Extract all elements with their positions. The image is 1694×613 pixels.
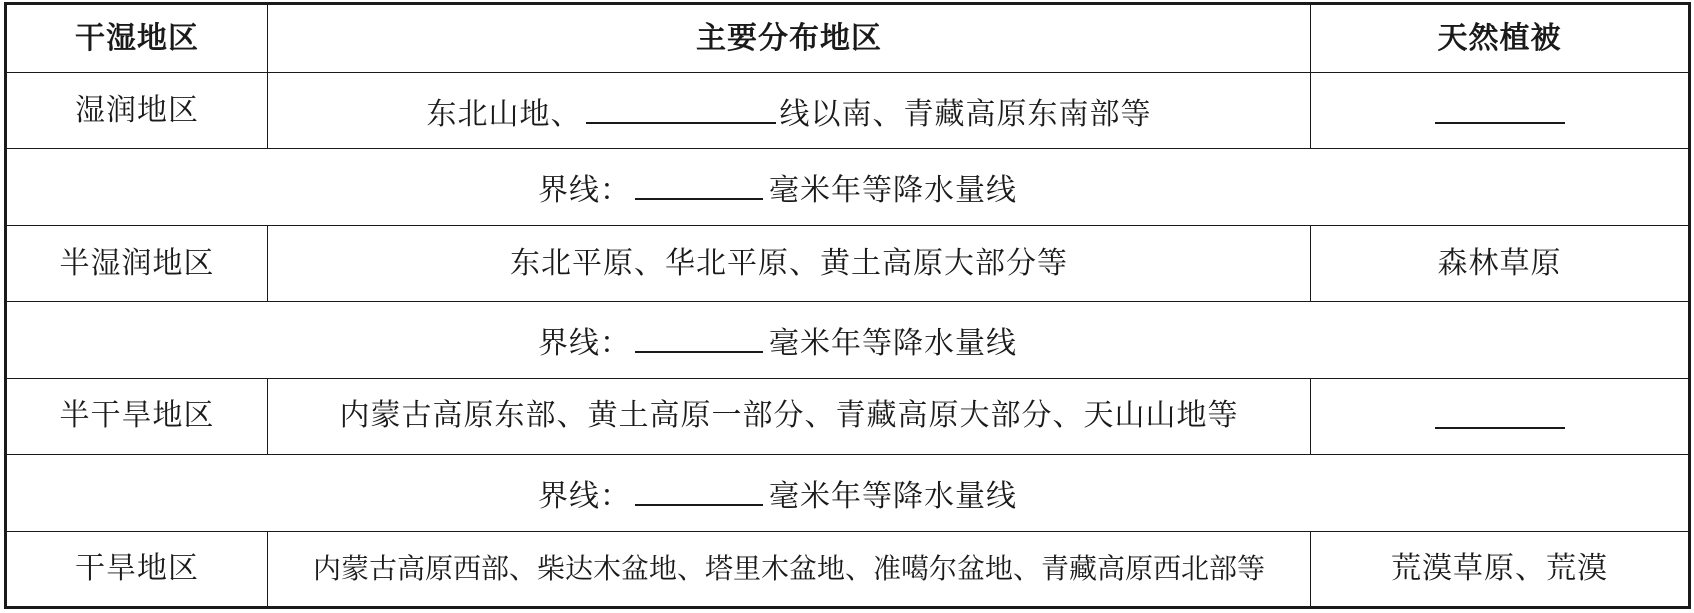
distribution-suffix: 线以南、青藏高原东南部等 (779, 96, 1152, 132)
boundary-label: 界线： (538, 325, 631, 361)
vegetation-cell (1311, 378, 1690, 454)
header-vegetation: 天然植被 (1311, 4, 1690, 73)
distribution-prefix: 东北山地、 (426, 96, 582, 132)
vegetation-cell: 森林草原 (1311, 225, 1690, 301)
fill-in-blank[interactable] (586, 92, 776, 124)
region-cell: 干旱地区 (6, 531, 268, 607)
region-cell: 半湿润地区 (6, 225, 268, 301)
precipitation-fill-in-blank[interactable] (635, 474, 763, 506)
distribution-cell (268, 73, 1311, 149)
table-boundary-row (6, 302, 1690, 378)
table-boundary-row (6, 149, 1690, 225)
vegetation-fill-in-blank[interactable] (1435, 397, 1565, 429)
table-row-humid (6, 73, 1690, 149)
precipitation-fill-in-blank[interactable] (635, 168, 763, 200)
boundary-cell (6, 149, 1690, 225)
vegetation-cell (1311, 73, 1690, 149)
boundary-cell (6, 455, 1690, 531)
boundary-cell (6, 302, 1690, 378)
dry-wet-regions-table-container (4, 2, 1688, 609)
precipitation-fill-in-blank[interactable] (635, 321, 763, 353)
table-row-semi-arid (6, 378, 1690, 454)
boundary-label: 界线： (538, 478, 631, 514)
table-row-semi-humid (6, 225, 1690, 301)
vegetation-fill-in-blank[interactable] (1435, 92, 1565, 124)
region-cell: 半干旱地区 (6, 378, 268, 454)
distribution-cell: 内蒙古高原东部、黄土高原一部分、青藏高原大部分、天山山地等 (268, 378, 1311, 454)
boundary-suffix: 毫米年等降水量线 (769, 325, 1017, 361)
vegetation-cell: 荒漠草原、荒漠 (1311, 531, 1690, 607)
table-boundary-row (6, 455, 1690, 531)
header-distribution: 主要分布地区 (268, 4, 1311, 73)
table-row-arid (6, 531, 1690, 607)
dry-wet-regions-table (4, 2, 1691, 609)
distribution-cell: 东北平原、华北平原、黄土高原大部分等 (268, 225, 1311, 301)
distribution-cell: 内蒙古高原西部、柴达木盆地、塔里木盆地、准噶尔盆地、青藏高原西北部等 (268, 531, 1311, 607)
boundary-label: 界线： (538, 173, 631, 209)
region-cell: 湿润地区 (6, 73, 268, 149)
table-header-row (6, 4, 1690, 73)
boundary-suffix: 毫米年等降水量线 (769, 478, 1017, 514)
boundary-suffix: 毫米年等降水量线 (769, 173, 1017, 209)
header-region: 干湿地区 (6, 4, 268, 73)
